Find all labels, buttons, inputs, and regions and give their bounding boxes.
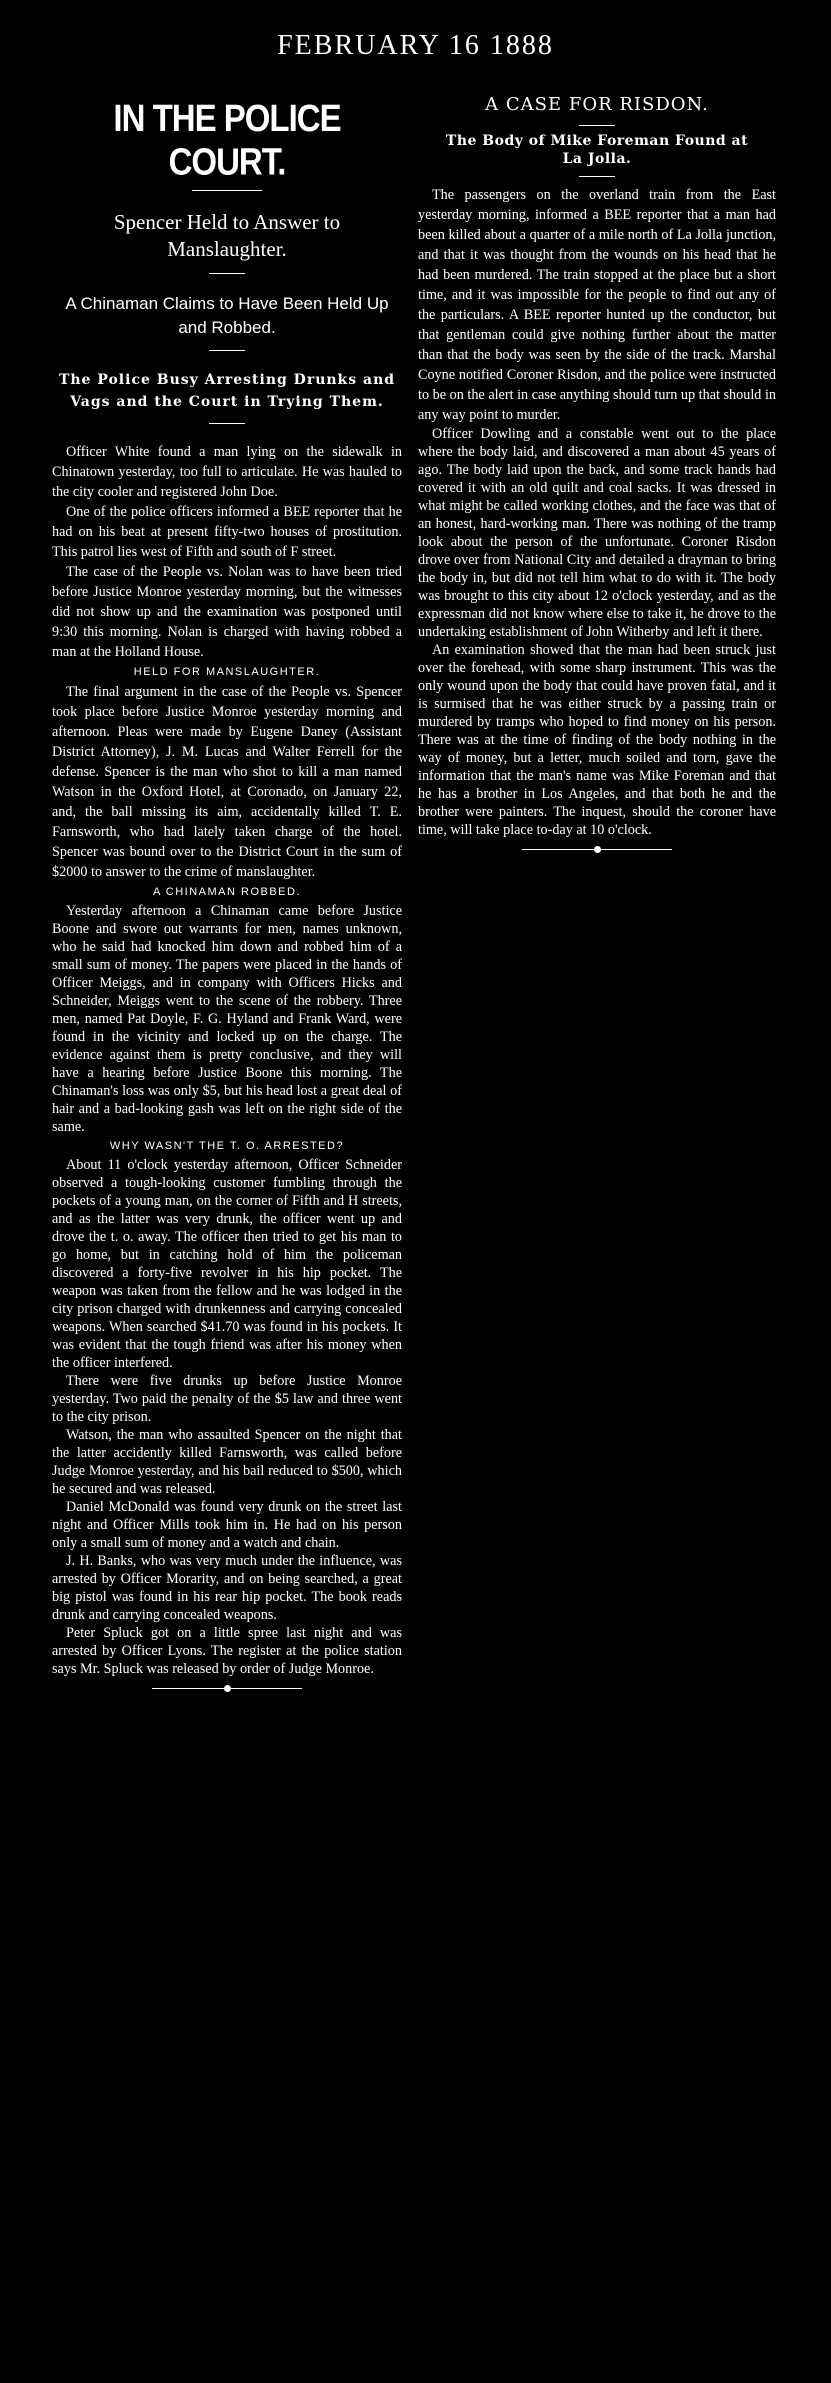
paragraph: Officer Dowling and a constable went out to the place where the body laid, and discovered a man about 45 years of ago. The body laid upon the back, and some track hands had covered it with an old quilt and coal sacks. It was dressed in what might be called working clothes, and the face was that of an honest, hard-working man. There was nothing of the tramp look about the person of the unfortunate. Coroner Risdon drove over from National City and detailed a drayman to bring the body in, but did not tell him what to do with it. The body was brought to this city about 12 o'clock yesterday, and as the expressman did not know where else to take it, he drove to the undertaking establishment of John Witherby and left it there. [418, 426, 776, 640]
deck-primary: Spencer Held to Answer to Manslaughter. [113, 210, 341, 261]
end-rule [522, 843, 672, 855]
divider [209, 423, 245, 424]
deck-tertiary: The Police Busy Arresting Drunks and Vags and the Court in Trying Them. [58, 372, 396, 410]
subhead-arrest: WHY WASN'T THE T. O. ARRESTED? [109, 1140, 345, 1152]
divider [579, 125, 615, 126]
paragraph: The passengers on the overland train from the East yesterday morning, informed a BEE reporter that a man had been killed about a quarter of a mile north of La Jolla junction, and that it was thought from the wounds on his head that he had been murdered. The train stopped at the place but a short time, and it was impossible for the people to find out any of the particulars. A BEE reporter hunted up the conductor, but that gentleman could give nothing further about the matter than that the body was seen by the side of the track. Marshal Coyne notified Coroner Risdon, and the police were instructed to be on the alert in case anything should turn up that should in any way point to murder. [418, 187, 776, 423]
divider [579, 176, 615, 177]
subhead-chinaman: A CHINAMAN ROBBED. [152, 886, 302, 898]
masthead-date: FEBRUARY 16 1888 [277, 30, 554, 61]
article-title: A CASE FOR RISDON. [485, 94, 709, 115]
paragraph: The case of the People vs. Nolan was to have been tried before Justice Monroe yesterday morning, but the witnesses did not show up and the examination was postponed until 9:30 this morning. Nolan is charged with having robbed a man at the Holland House. [52, 564, 402, 660]
divider [209, 350, 245, 351]
paragraph: Officer White found a man lying on the sidewalk in Chinatown yesterday, too full to articulate. He was hauled to the city cooler and registered John Doe. [52, 444, 402, 500]
paragraph: J. H. Banks, who was very much under the influence, was arrested by Officer Morarity, and on being searched, a great big pistol was found in his rear hip pocket. The book reads drunk and carrying concealed weapons. [52, 1553, 402, 1623]
headline: IN THE POLICE COURT. [113, 96, 341, 183]
divider [209, 273, 245, 274]
paragraph: There were five drunks up before Justice Monroe yesterday. Two paid the penalty of the $5 law and three went to the city prison. [52, 1373, 402, 1425]
paragraph: The final argument in the case of the People vs. Spencer took place before Justice Monroe yesterday morning and afternoon. Pleas were made by Eugene Daney (Assistant District Attorney), J. M. Lucas and Walter Ferrell for the defense. Spencer is the man who shot to kill a man named Watson in the Oxford Hotel, at Coronado, on January 22, and, the ball missing its aim, accidentally killed T. E. Farnsworth, who had lately taken charge of the hotel. Spencer was bound over to the District Court in the sum of $2000 to answer to the crime of manslaughter. [52, 684, 402, 880]
paragraph: An examination showed that the man had been struck just over the forehead, with some sharp instrument. This was the only wound upon the body that could have proven fatal, and it is surmised that he was either struck by a passing train or murdered by tramps who hoped to find money on his person. There was at the time of finding of the body nothing in the way of money, but a letter, much soiled and torn, gave the information that the man's name was Mike Foreman and that he has a brother in Los Angeles, and that both he and the brother were painters. The inquest, should the coroner have time, will take place to-day at 10 o'clock. [418, 642, 776, 838]
right-column [418, 92, 776, 855]
paragraph: One of the police officers informed a BEE reporter that he had on his beat at present fifty-two houses of prostitution. This patrol lies west of Fifth and south of F street. [52, 504, 402, 560]
end-rule [152, 1682, 302, 1694]
divider [192, 190, 262, 191]
article-deck: The Body of Mike Foreman Found at La Jolla. [445, 133, 749, 167]
paragraph: Peter Spluck got on a little spree last night and was arrested by Officer Lyons. The register at the police station says Mr. Spluck was released by order of Judge Monroe. [52, 1625, 402, 1677]
deck-secondary: A Chinaman Claims to Have Been Held Up and Robbed. [65, 294, 389, 337]
paragraph: About 11 o'clock yesterday afternoon, Officer Schneider observed a tough-looking customer fumbling through the pockets of a young man, on the corner of Fifth and H streets, and as the latter was very drunk, the officer went up and drove the t. o. away. The officer then tried to get his man to go home, but in catching hold of him the policeman discovered a forty-five revolver in his hip pocket. The weapon was taken from the fellow and he was lodged in the city prison charged with drunkenness and carrying concealed weapons. When searched $41.70 was found in his pockets. It was evident that the tough friend was after his money when the officer interfered. [52, 1157, 402, 1371]
paragraph: Yesterday afternoon a Chinaman came before Justice Boone and swore out warrants for men, names unknown, who he said had knocked him down and robbed him of a small sum of money. The papers were placed in the hands of Officer Meiggs, and in company with Officers Hicks and Schneider, Meiggs went to the scene of the robbery. Three men, named Pat Doyle, F. G. Hyland and Frank Ward, were found in the vicinity and locked up on the charge. The evidence against them is pretty conclusive, and they will have a hearing before Justice Boone this morning. The Chinaman's loss was only $5, but his head lost a great deal of hair and a bad-looking gash was left on the right side of the same. [52, 903, 402, 1135]
left-column [52, 92, 402, 1694]
paragraph: Daniel McDonald was found very drunk on the street last night and Officer Mills took him in. He had on his person only a small sum of money and a watch and chain. [52, 1499, 402, 1551]
paragraph: Watson, the man who assaulted Spencer on the night that the latter accidently killed Farnsworth, was called before Judge Monroe yesterday, and his bail reduced to $500, which he secured and was released. [52, 1427, 402, 1497]
subhead-manslaughter: HELD FOR MANSLAUGHTER. [133, 666, 321, 678]
